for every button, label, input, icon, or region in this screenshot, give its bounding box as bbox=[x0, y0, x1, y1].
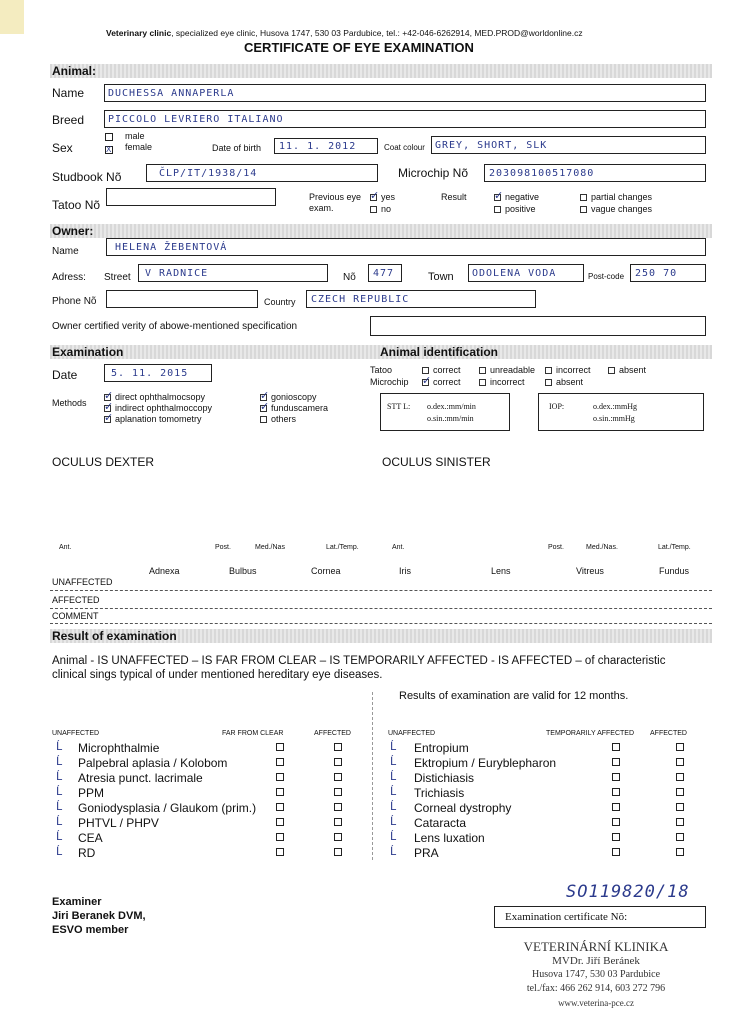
indirect-label: indirect ophthalmoccopy bbox=[115, 403, 213, 413]
mednas-label-right: Med./Nas. bbox=[586, 544, 618, 551]
result-label: Result bbox=[441, 192, 467, 202]
microchip-correct-label: correct bbox=[433, 377, 461, 387]
aplanation-label: aplanation tomometry bbox=[115, 414, 202, 424]
affected-checkbox[interactable] bbox=[676, 818, 684, 826]
direct-label: direct ophthalmocsopy bbox=[115, 392, 206, 402]
farfromclear-checkbox[interactable] bbox=[276, 818, 284, 826]
negative-label: negative bbox=[505, 192, 540, 202]
ant-label-left: Ant. bbox=[59, 544, 72, 551]
previous-no-label: no bbox=[381, 204, 392, 214]
method-aplanation[interactable] bbox=[104, 414, 202, 424]
tatoo-field[interactable] bbox=[106, 188, 276, 206]
house-no-label: Nõ bbox=[343, 272, 356, 283]
row-tick: Ĺ bbox=[56, 815, 63, 828]
tatoo-correct-checkbox[interactable] bbox=[422, 367, 429, 374]
row-tick: Ĺ bbox=[56, 830, 63, 843]
temporarily-checkbox[interactable] bbox=[612, 743, 620, 751]
iop-sin: o.sin.:mmHg bbox=[593, 414, 635, 423]
stt-dex: o.dex.:mm/min bbox=[427, 402, 476, 411]
stamp-clinic: VETERINÁRNÍ KLINIKA bbox=[523, 939, 669, 954]
disease-label: Cataracta bbox=[414, 816, 467, 830]
unaffected-row-line bbox=[50, 590, 712, 591]
row-tick: Ĺ bbox=[56, 755, 63, 768]
row-tick: Ĺ bbox=[56, 770, 63, 783]
right-header-affected: AFFECTED bbox=[650, 730, 687, 737]
studbook-value: ČLP/IT/1938/14 bbox=[159, 168, 258, 179]
tatoo-unreadable-checkbox[interactable] bbox=[479, 367, 486, 374]
postcode-field[interactable] bbox=[630, 264, 706, 282]
certificate-number-handwritten: SO119820/18 bbox=[566, 882, 690, 902]
row-tick: Ĺ bbox=[390, 845, 397, 858]
animal-identification-title: Animal identification bbox=[380, 345, 499, 359]
affected-row-label: AFFECTED bbox=[52, 595, 100, 605]
previous-exam-line2: exam. bbox=[309, 203, 334, 213]
method-direct[interactable] bbox=[104, 392, 205, 402]
result-negative[interactable] bbox=[494, 192, 539, 202]
studbook-label: Studbook Nõ bbox=[52, 170, 122, 184]
gonioscopy-label: gonioscopy bbox=[271, 392, 317, 402]
exam-date-label: Date bbox=[52, 368, 78, 382]
country-value: CZECH REPUBLIC bbox=[311, 294, 410, 305]
clinic-name: Veterinary clinic bbox=[106, 28, 172, 38]
address-label: Adress: bbox=[52, 272, 86, 283]
disease-label: Microphthalmie bbox=[78, 741, 160, 755]
partial-checkbox[interactable] bbox=[580, 194, 587, 201]
affected-checkbox[interactable] bbox=[676, 803, 684, 811]
studbook-field[interactable] bbox=[146, 164, 378, 182]
row-tick: Ĺ bbox=[56, 800, 63, 813]
disease-label: PRA bbox=[414, 846, 439, 860]
owner-signature-field[interactable] bbox=[370, 316, 706, 336]
comment-row-label: COMMENT bbox=[52, 611, 99, 621]
examination-section-title: Examination bbox=[52, 345, 124, 359]
male-label: male bbox=[125, 131, 145, 141]
method-indirect[interactable] bbox=[104, 403, 212, 413]
result-partial[interactable] bbox=[580, 192, 652, 202]
affected-row-line bbox=[50, 608, 712, 609]
microchip-incorrect-checkbox[interactable] bbox=[479, 379, 486, 386]
animal-section-bar bbox=[50, 64, 712, 78]
affected-checkbox[interactable] bbox=[676, 773, 684, 781]
others-label: others bbox=[271, 414, 297, 424]
positive-label: positive bbox=[505, 204, 536, 214]
temporarily-checkbox[interactable] bbox=[612, 773, 620, 781]
breed-label: Breed bbox=[52, 113, 85, 127]
left-header-affected: AFFECTED bbox=[314, 730, 351, 737]
clinic-stamp bbox=[496, 940, 696, 1010]
lattemp-label-left: Lat./Temp. bbox=[326, 544, 359, 551]
breed-field[interactable] bbox=[104, 110, 706, 128]
owner-name-label: Name bbox=[52, 246, 79, 257]
ant-label-right: Ant. bbox=[392, 544, 405, 551]
col-iris: Iris bbox=[399, 566, 411, 576]
owner-name-value: HELENA ŽEBENTOVÁ bbox=[115, 242, 228, 253]
breed-value: PICCOLO LEVRIERO ITALIANO bbox=[108, 114, 284, 125]
oculus-sinister-label: OCULUS SINISTER bbox=[382, 455, 491, 469]
id-tatoo-label: Tatoo bbox=[370, 365, 393, 375]
tatoo-incorrect-checkbox[interactable] bbox=[545, 367, 552, 374]
mednas-label-left: Med./Nas bbox=[255, 544, 285, 551]
iop-label: IOP: bbox=[549, 402, 565, 411]
disease-label: PHTVL / PHPV bbox=[78, 816, 159, 830]
phone-field[interactable] bbox=[106, 290, 258, 308]
row-tick: Ĺ bbox=[390, 815, 397, 828]
previous-yes-checkbox[interactable] bbox=[370, 194, 377, 201]
method-others[interactable] bbox=[260, 414, 296, 424]
microchip-field[interactable] bbox=[484, 164, 706, 182]
right-header-temporarily: TEMPORARILY AFFECTED bbox=[546, 730, 635, 737]
row-tick: Ĺ bbox=[390, 770, 397, 783]
farfromclear-checkbox[interactable] bbox=[276, 848, 284, 856]
certificate-number-field[interactable] bbox=[494, 906, 706, 928]
affected-checkbox[interactable] bbox=[676, 848, 684, 856]
iop-box bbox=[538, 393, 704, 431]
owner-certified-label: Owner certified verity of abowe-mentioned specification bbox=[52, 321, 298, 332]
farfromclear-checkbox[interactable] bbox=[276, 803, 284, 811]
disease-label: Corneal dystrophy bbox=[414, 801, 512, 815]
tatoo-absent[interactable] bbox=[608, 365, 646, 375]
right-header-unaffected: UNAFFECTED bbox=[388, 730, 436, 737]
farfromclear-checkbox[interactable] bbox=[276, 788, 284, 796]
unaffected-row-label: UNAFFECTED bbox=[52, 577, 113, 587]
stt-sin: o.sin.:mm/min bbox=[427, 414, 474, 423]
methods-label: Methods bbox=[52, 398, 87, 408]
row-tick: Ĺ bbox=[390, 830, 397, 843]
vague-checkbox[interactable] bbox=[580, 206, 587, 213]
tatoo-correct-label: correct bbox=[433, 365, 461, 375]
oculus-dexter-label: OCULUS DEXTER bbox=[52, 455, 155, 469]
tatoo-absent-label: absent bbox=[619, 365, 647, 375]
temporarily-checkbox[interactable] bbox=[612, 833, 620, 841]
previous-exam-no[interactable] bbox=[370, 204, 391, 214]
iop-dex: o.dex.:mmHg bbox=[593, 402, 637, 411]
street-field[interactable] bbox=[138, 264, 328, 282]
stamp-web: www.veterina-pce.cz bbox=[558, 998, 634, 1008]
exam-date-value: 5. 11. 2015 bbox=[111, 368, 189, 379]
dob-field[interactable] bbox=[274, 138, 378, 154]
comment-row-line bbox=[50, 623, 712, 624]
column-divider bbox=[372, 692, 373, 860]
positive-checkbox[interactable] bbox=[494, 206, 501, 213]
sex-label: Sex bbox=[52, 141, 73, 155]
previous-exam-yes[interactable] bbox=[370, 192, 395, 202]
tatoo-incorrect[interactable] bbox=[545, 365, 591, 375]
row-tick: Ĺ bbox=[390, 785, 397, 798]
row-tick: Ĺ bbox=[390, 755, 397, 768]
owner-section-title: Owner: bbox=[52, 224, 94, 238]
negative-checkbox[interactable] bbox=[494, 194, 501, 201]
microchip-incorrect[interactable] bbox=[479, 377, 525, 387]
lattemp-label-right: Lat./Temp. bbox=[658, 544, 691, 551]
owner-section-bar bbox=[50, 224, 712, 238]
corner-mark bbox=[0, 0, 24, 34]
col-adnexa: Adnexa bbox=[149, 566, 180, 576]
affected-checkbox[interactable] bbox=[334, 758, 342, 766]
temporarily-checkbox[interactable] bbox=[612, 788, 620, 796]
microchip-label: Microchip Nõ bbox=[398, 166, 469, 180]
col-lens: Lens bbox=[491, 566, 511, 576]
previous-exam-label bbox=[309, 192, 361, 214]
farfromclear-checkbox[interactable] bbox=[276, 773, 284, 781]
stt-box bbox=[380, 393, 510, 431]
street-value: V RADNICE bbox=[145, 268, 209, 279]
affected-checkbox[interactable] bbox=[676, 758, 684, 766]
previous-exam-line1: Previous eye bbox=[309, 192, 362, 202]
tatoo-label: Tatoo Nõ bbox=[52, 198, 101, 212]
affected-checkbox[interactable] bbox=[676, 833, 684, 841]
affected-checkbox[interactable] bbox=[334, 848, 342, 856]
temporarily-checkbox[interactable] bbox=[612, 803, 620, 811]
result-section-bar bbox=[50, 629, 712, 643]
phone-label: Phone Nõ bbox=[52, 296, 97, 307]
farfromclear-checkbox[interactable] bbox=[276, 758, 284, 766]
disease-label: Distichiasis bbox=[414, 771, 475, 785]
left-header-farfromclear: FAR FROM CLEAR bbox=[222, 730, 284, 737]
animal-section-title: Animal: bbox=[52, 64, 97, 78]
examiner-name: Jiri Beranek DVM, bbox=[52, 910, 146, 922]
affected-checkbox[interactable] bbox=[334, 743, 342, 751]
left-header-unaffected: UNAFFECTED bbox=[52, 730, 100, 737]
method-funduscamera[interactable] bbox=[260, 403, 328, 413]
examination-section-bar bbox=[50, 345, 712, 359]
partial-label: partial changes bbox=[591, 192, 653, 202]
disease-label: Lens luxation bbox=[414, 831, 485, 845]
female-mark: X bbox=[106, 145, 112, 154]
disease-label: Entropium bbox=[414, 741, 469, 755]
house-no-value: 477 bbox=[373, 268, 395, 279]
result-vague[interactable] bbox=[580, 204, 652, 214]
stt-label: STT L: bbox=[387, 402, 411, 411]
stamp-phone: tel./fax: 466 262 914, 603 272 796 bbox=[526, 983, 666, 994]
result-statement-line1: Animal - IS UNAFFECTED – IS FAR FROM CLEAR – IS TEMPORARILY AFFECTED - IS AFFECTED – of characteristic bbox=[52, 655, 666, 667]
tatoo-correct[interactable] bbox=[422, 365, 461, 375]
validity-note: Results of examination are valid for 12 months. bbox=[399, 690, 629, 702]
microchip-absent-label: absent bbox=[556, 377, 584, 387]
postcode-value: 250 70 bbox=[635, 268, 678, 279]
post-label-right: Post. bbox=[548, 544, 564, 551]
funduscamera-label: funduscamera bbox=[271, 403, 329, 413]
result-positive[interactable] bbox=[494, 204, 536, 214]
country-label: Country bbox=[264, 297, 296, 307]
tatoo-unreadable-label: unreadable bbox=[490, 365, 536, 375]
affected-checkbox[interactable] bbox=[676, 743, 684, 751]
previous-yes-label: yes bbox=[381, 192, 396, 202]
esvo-member: ESVO member bbox=[52, 924, 129, 936]
town-label: Town bbox=[428, 271, 454, 283]
animal-name-value: DUCHESSA ANNAPERLA bbox=[108, 88, 235, 99]
row-tick: Ĺ bbox=[56, 740, 63, 753]
affected-checkbox[interactable] bbox=[676, 788, 684, 796]
microchip-incorrect-label: incorrect bbox=[490, 377, 525, 387]
affected-checkbox[interactable] bbox=[334, 818, 342, 826]
clinic-details: , specialized eye clinic, Husova 1747, 530 03 Pardubice, tel.: +42-046-6262914, MED.PROD@worldonline.cz bbox=[171, 28, 583, 38]
disease-label: Trichiasis bbox=[414, 786, 465, 800]
female-checkbox[interactable] bbox=[105, 146, 113, 154]
disease-label: PPM bbox=[78, 786, 105, 800]
row-tick: Ĺ bbox=[390, 740, 397, 753]
house-no-field[interactable] bbox=[368, 264, 402, 282]
result-section-title: Result of examination bbox=[52, 629, 177, 643]
coat-value: GREY, SHORT, SLK bbox=[435, 140, 548, 151]
temporarily-checkbox[interactable] bbox=[612, 758, 620, 766]
clinic-header bbox=[106, 28, 583, 38]
microchip-absent[interactable] bbox=[545, 377, 583, 387]
female-label: female bbox=[125, 142, 153, 152]
previous-no-checkbox[interactable] bbox=[370, 206, 377, 213]
affected-checkbox[interactable] bbox=[334, 773, 342, 781]
others-checkbox[interactable] bbox=[260, 416, 267, 423]
disease-label: RD bbox=[78, 846, 96, 860]
coat-field[interactable] bbox=[431, 136, 706, 154]
coat-label: Coat colour bbox=[384, 143, 425, 152]
page-title: CERTIFICATE OF EYE EXAMINATION bbox=[244, 40, 474, 55]
temporarily-checkbox[interactable] bbox=[612, 818, 620, 826]
col-bulbus: Bulbus bbox=[229, 566, 257, 576]
certificate-number-label: Examination certificate Nõ: bbox=[505, 911, 628, 923]
examiner-label: Examiner bbox=[52, 896, 102, 908]
farfromclear-checkbox[interactable] bbox=[276, 743, 284, 751]
row-tick: Ĺ bbox=[56, 845, 63, 858]
disease-label: Atresia punct. lacrimale bbox=[78, 771, 203, 785]
affected-checkbox[interactable] bbox=[334, 788, 342, 796]
dob-label: Date of birth bbox=[212, 143, 262, 153]
town-value: ODOLENA VODA bbox=[472, 268, 557, 279]
microchip-correct[interactable] bbox=[422, 377, 461, 387]
animal-name-field[interactable] bbox=[104, 84, 706, 102]
aplanation-checkbox[interactable] bbox=[104, 416, 111, 423]
postcode-label: Post-code bbox=[588, 272, 625, 281]
affected-checkbox[interactable] bbox=[334, 833, 342, 841]
stamp-address: Husova 1747, 530 03 Pardubice bbox=[531, 969, 661, 980]
street-label: Street bbox=[104, 272, 131, 283]
microchip-absent-checkbox[interactable] bbox=[545, 379, 552, 386]
post-label-left: Post. bbox=[215, 544, 231, 551]
col-fundus: Fundus bbox=[659, 566, 690, 576]
disease-label: Palpebral aplasia / Kolobom bbox=[78, 756, 228, 770]
farfromclear-checkbox[interactable] bbox=[276, 833, 284, 841]
id-microchip-label: Microchip bbox=[370, 377, 409, 387]
row-tick: Ĺ bbox=[56, 785, 63, 798]
owner-name-field[interactable] bbox=[106, 238, 706, 256]
funduscamera-checkbox[interactable] bbox=[260, 405, 267, 412]
dob-value: 11. 1. 2012 bbox=[279, 141, 357, 152]
vague-label: vague changes bbox=[591, 204, 653, 214]
town-field[interactable] bbox=[468, 264, 584, 282]
disease-label: Goniodysplasia / Glaukom (prim.) bbox=[78, 801, 257, 815]
affected-checkbox[interactable] bbox=[334, 803, 342, 811]
name-label: Name bbox=[52, 86, 85, 100]
tatoo-unreadable[interactable] bbox=[479, 365, 535, 375]
tatoo-absent-checkbox[interactable] bbox=[608, 367, 615, 374]
exam-date-field[interactable] bbox=[104, 364, 212, 382]
disease-label: Ektropium / Euryblepharon bbox=[414, 756, 557, 770]
row-tick: Ĺ bbox=[390, 800, 397, 813]
col-cornea: Cornea bbox=[311, 566, 341, 576]
result-statement-line2: clinical sings typical of under mentioned hereditary eye diseases. bbox=[52, 669, 383, 681]
col-vitreus: Vitreus bbox=[576, 566, 604, 576]
temporarily-checkbox[interactable] bbox=[612, 848, 620, 856]
country-field[interactable] bbox=[306, 290, 536, 308]
male-checkbox[interactable] bbox=[105, 133, 113, 141]
microchip-correct-checkbox[interactable] bbox=[422, 379, 429, 386]
disease-label: CEA bbox=[78, 831, 103, 845]
microchip-value: 203098100517080 bbox=[489, 168, 595, 179]
stamp-doctor: MVDr. Jiří Beránek bbox=[552, 955, 640, 967]
tatoo-incorrect-label: incorrect bbox=[556, 365, 591, 375]
